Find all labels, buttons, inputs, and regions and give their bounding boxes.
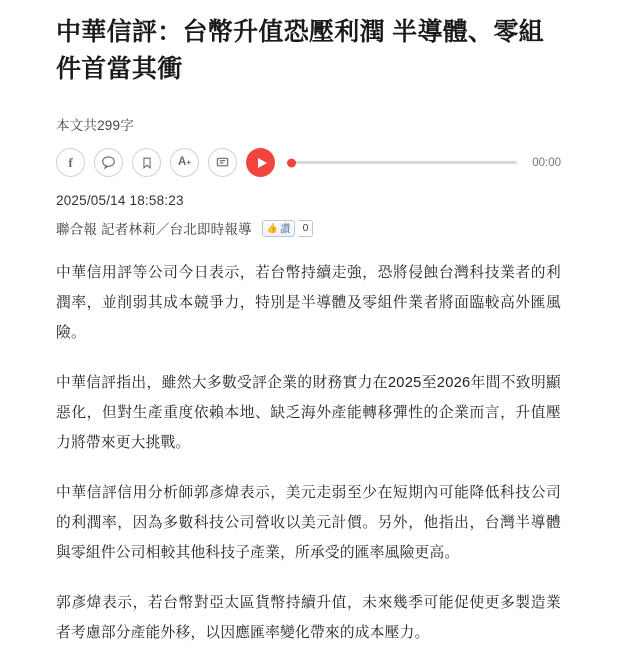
font-size-icon: A+ (178, 155, 191, 168)
comment-icon (215, 155, 230, 170)
publish-timestamp: 2025/05/14 18:58:23 (56, 193, 184, 208)
bookmark-button[interactable] (132, 148, 161, 177)
audio-time-label: 00:00 (532, 156, 561, 169)
bookmark-icon (140, 156, 154, 170)
facebook-like-button[interactable] (262, 220, 296, 237)
audio-progress-track[interactable] (289, 161, 517, 164)
facebook-like-label: 讚 (279, 222, 291, 235)
facebook-icon: f (68, 155, 73, 170)
audio-play-button[interactable] (246, 148, 275, 177)
line-share-button[interactable] (94, 148, 123, 177)
article-body (56, 258, 561, 648)
font-size-button[interactable] (170, 148, 199, 177)
thumbs-up-icon: 👍 (266, 222, 278, 233)
article-paragraph: 中華信用評等公司今日表示，若台幣持續走強，恐將侵蝕台灣科技業者的利潤率，並削弱其成本競爭力，特別是半導體及零組件業者將面臨較高外匯風險。 (56, 265, 561, 341)
facebook-like-count: 0 (298, 220, 313, 237)
line-chat-icon (101, 155, 116, 170)
play-icon (258, 158, 267, 168)
byline-row (56, 218, 561, 238)
comment-button[interactable] (208, 148, 237, 177)
facebook-share-button[interactable] (56, 148, 85, 177)
facebook-like-widget[interactable] (262, 220, 314, 237)
page-title: 中華信評：台幣升值恐壓利潤 半導體、零組件首當其衝 (56, 18, 544, 83)
article-toolbar (56, 148, 561, 177)
article-paragraph: 郭彥煒表示，若台幣對亞太區貨幣持續升值，未來幾季可能促使更多製造業者考慮部分產能外移，以因應匯率變化帶來的成本壓力。 (56, 595, 561, 641)
byline: 聯合報 記者林莉／台北即時報導 (56, 222, 252, 237)
audio-progress-knob[interactable] (287, 158, 296, 167)
audio-progress-slider[interactable] (289, 161, 517, 164)
word-count-label: 本文共299字 (56, 118, 134, 133)
article-paragraph: 中華信評信用分析師郭彥煒表示，美元走弱至少在短期內可能降低科技公司的利潤率，因為多數科技公司營收以美元計價。另外，他指出，台灣半導體與零組件公司相較其他科技子產業，所承受的匯率風險更高。 (56, 485, 561, 561)
article-paragraph: 中華信評指出，雖然大多數受評企業的財務實力在2025至2026年間不致明顯惡化，但對生產重度依賴本地、缺乏海外產能轉移彈性的企業而言，升值壓力將帶來更大挑戰。 (56, 375, 561, 451)
